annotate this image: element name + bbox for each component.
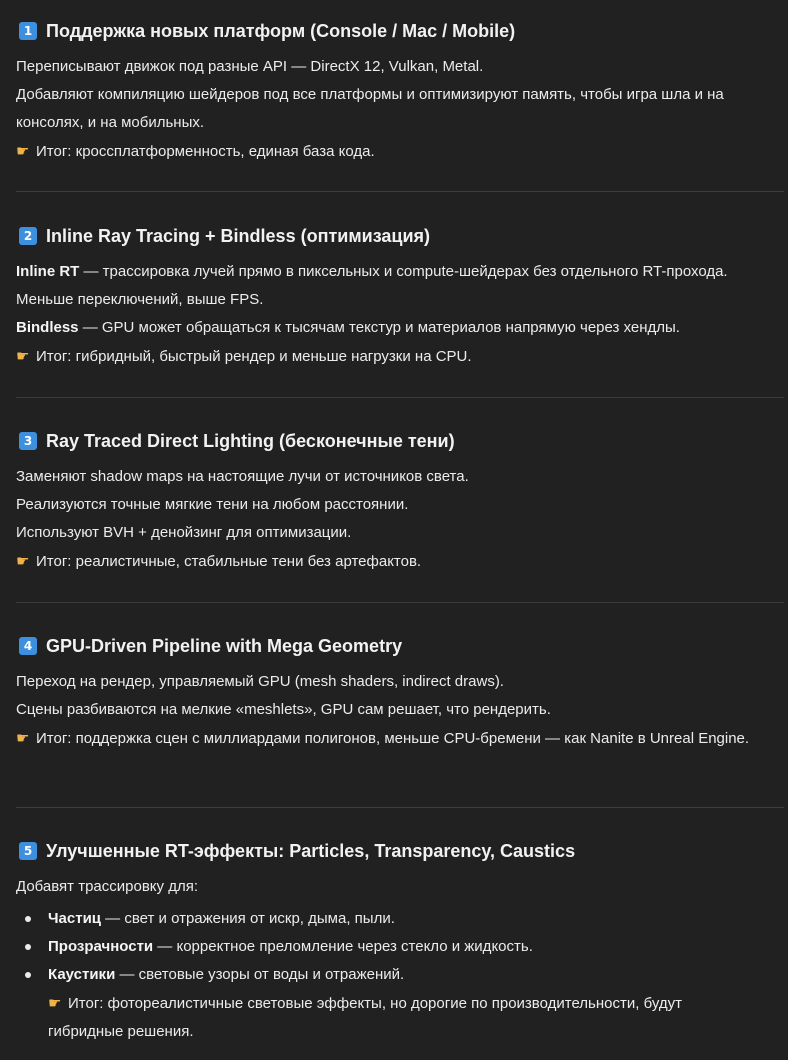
bullet-icon: [25, 916, 31, 922]
term-description: — GPU может обращаться к тысячам текстур и материалов напрямую через хендлы.: [78, 319, 680, 336]
result-text: Итог: фотореалистичные световые эффекты, но дорогие по производительности, будут гибридные решения.: [48, 995, 682, 1040]
pointing-hand-icon: ☛: [16, 729, 30, 747]
paragraph-line: Сцены разбиваются на мелкие «meshlets», GPU сам решает, что рендерить.: [16, 701, 551, 718]
keycap-2-icon: 2: [19, 227, 37, 245]
result-line: [16, 137, 776, 166]
section-3: [16, 427, 776, 576]
section-divider: [16, 191, 784, 192]
paragraph-line: Переписывают движок под разные API — DirectX 12, Vulkan, Metal.: [16, 58, 484, 75]
section-2: [16, 222, 776, 371]
paragraph-line: Реализуются точные мягкие тени на любом расстоянии.: [16, 496, 409, 513]
paragraph-line: Добавят трассировку для:: [16, 878, 198, 895]
paragraph-line: Переход на рендер, управляемый GPU (mesh shaders, indirect draws).: [16, 673, 504, 690]
paragraph-line: Используют BVH + денойзинг для оптимизации.: [16, 524, 352, 541]
term-description: — трассировка лучей прямо в пиксельных и compute-шейдерах без отдельного RT-прохода.: [79, 263, 728, 280]
item-text: — корректное преломление через стекло и жидкость.: [153, 938, 533, 955]
item-text: — свет и отражения от искр, дыма, пыли.: [101, 910, 395, 927]
paragraph-line: Меньше переключений, выше FPS.: [16, 291, 264, 308]
section-divider: [16, 807, 784, 808]
list-item: [16, 933, 776, 961]
result-text: Итог: реалистичные, стабильные тени без артефактов.: [36, 553, 422, 570]
pointing-hand-icon: ☛: [16, 347, 30, 365]
paragraph-line: [16, 258, 776, 286]
result-line: [16, 724, 776, 753]
bullet-icon: [25, 972, 31, 978]
section-divider: [16, 397, 784, 398]
result-text: Итог: поддержка сцен с миллиардами полигонов, меньше CPU-бремени — как Nanite в Unreal Engine.: [36, 730, 750, 747]
paragraph-line: [16, 314, 776, 342]
result-text: Итог: гибридный, быстрый рендер и меньше нагрузки на CPU.: [36, 348, 472, 365]
section-heading: [16, 17, 776, 45]
section-title: GPU-Driven Pipeline with Mega Geometry: [46, 635, 403, 656]
section-1: [16, 17, 776, 166]
list-item: [16, 961, 776, 989]
item-text: — световые узоры от воды и отражений.: [115, 966, 405, 983]
list-item: [16, 905, 776, 933]
pointing-hand-icon: ☛: [16, 142, 30, 160]
section-4: [16, 632, 776, 753]
item-term: Частиц: [48, 910, 102, 927]
result-text: Итог: кроссплатформенность, единая база кода.: [36, 143, 375, 160]
pointing-hand-icon: ☛: [16, 552, 30, 570]
result-line: [16, 989, 738, 1046]
keycap-3-icon: 3: [19, 432, 37, 450]
result-line: [16, 547, 776, 576]
paragraph-line: Заменяют shadow maps на настоящие лучи от источников света.: [16, 468, 469, 485]
section-title: Ray Traced Direct Lighting (бесконечные тени): [46, 430, 455, 451]
term-bindless: Bindless: [16, 319, 79, 336]
item-term: Прозрачности: [48, 938, 154, 955]
section-heading: [16, 632, 776, 660]
section-title: Улучшенные RT-эффекты: Particles, Transparency, Caustics: [46, 840, 576, 861]
section-5: [16, 837, 776, 1046]
result-line: [16, 342, 776, 371]
bullet-list: [16, 905, 776, 989]
item-term: Каустики: [48, 966, 116, 983]
paragraph-line: Добавляют компиляцию шейдеров под все платформы и оптимизируют память, чтобы игра шла и на консолях, и на мобильных.: [16, 86, 724, 131]
keycap-1-icon: 1: [19, 22, 37, 40]
pointing-hand-icon: ☛: [48, 994, 62, 1012]
keycap-5-icon: 5: [19, 842, 37, 860]
term-inline-rt: Inline RT: [16, 263, 80, 280]
section-heading: [16, 427, 776, 455]
keycap-4-icon: 4: [19, 637, 37, 655]
section-divider: [16, 602, 784, 603]
bullet-icon: [25, 944, 31, 950]
section-heading: [16, 837, 776, 865]
section-heading: [16, 222, 776, 250]
section-title: Поддержка новых платформ (Console / Mac / Mobile): [46, 20, 516, 41]
section-title: Inline Ray Tracing + Bindless (оптимизация): [46, 225, 431, 246]
